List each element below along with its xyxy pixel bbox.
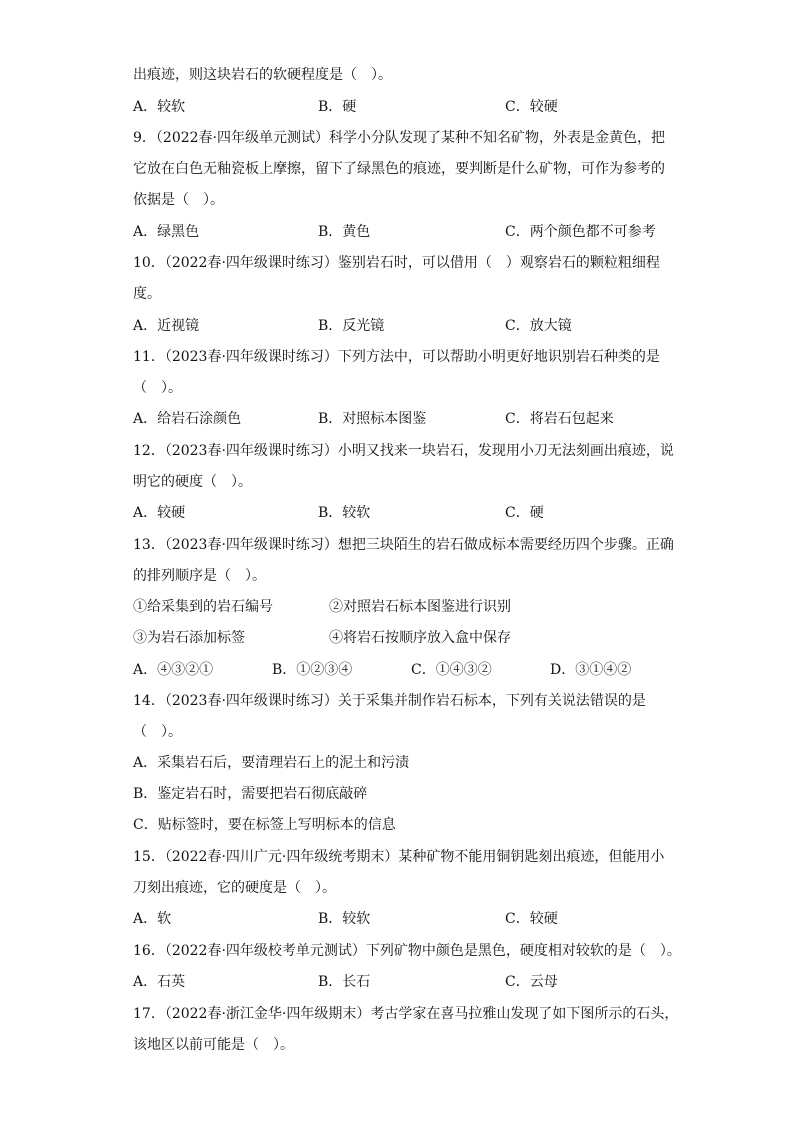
question-text-line: 15．（2022春·四川广元·四年级统考期末）某种矿物不能用铜钥匙刻出痕迹，但能用小 <box>133 849 665 865</box>
question-text-line: 9．（2022春·四年级单元测试）科学小分队发现了某种不知名矿物，外表是金黄色，把 <box>133 130 665 146</box>
step-item: ③为岩石添加标签 <box>133 630 245 646</box>
option-a: A．绿黑色 <box>133 224 200 240</box>
question-text-line: 10．（2022春·四年级课时练习）鉴别岩石时，可以借用（ ）观察岩石的颗粒粗细程 <box>133 255 660 271</box>
question-text-line: 16．（2022春·四年级校考单元测试）下列矿物中颜色是黑色，硬度相对较软的是（ ）。 <box>133 943 681 959</box>
step-item: ②对照岩石标本图鉴进行识别 <box>329 599 511 615</box>
question-text-line: （ ）。 <box>133 724 182 740</box>
option-d: D．③①④② <box>550 662 632 678</box>
option-a: A．近视镜 <box>133 318 200 334</box>
question-text-line: C．贴标签时，要在标签上写明标本的信息 <box>133 817 396 833</box>
option-c: C．较硬 <box>505 911 558 927</box>
option-b: B．长石 <box>318 974 371 990</box>
option-a: A．较硬 <box>133 505 186 521</box>
question-text-line: 11．（2023春·四年级课时练习）下列方法中，可以帮助小明更好地识别岩石种类的是 <box>133 349 660 365</box>
question-text-line: B．鉴定岩石时，需要把岩石彻底敲碎 <box>133 786 368 802</box>
question-text-line: （ ）。 <box>133 380 182 396</box>
option-b: B．①②③④ <box>272 662 353 678</box>
question-text-line: 17．（2022春·浙江金华·四年级期末）考古学家在喜马拉雅山发现了如下图所示的石头， <box>133 1006 679 1022</box>
question-text-line: 明它的硬度（ ）。 <box>133 474 252 490</box>
option-b: B．反光镜 <box>318 318 385 334</box>
option-b: B．对照标本图鉴 <box>318 411 427 427</box>
question-text-line: 12．（2023春·四年级课时练习）小明又找来一块岩石，发现用小刀无法刻画出痕迹，说 <box>133 443 674 459</box>
option-a: A．软 <box>133 911 172 927</box>
option-b: B．较软 <box>318 911 371 927</box>
option-c: C．两个颜色都不可参考 <box>505 224 656 240</box>
option-a: A．较软 <box>133 99 186 115</box>
question-text-line: 刀刻出痕迹，它的硬度是（ ）。 <box>133 880 336 896</box>
option-c: C．①④③② <box>411 662 492 678</box>
question-text-line: 出痕迹，则这块岩石的软硬程度是（ ）。 <box>133 67 392 83</box>
option-a: A．给岩石涂颜色 <box>133 411 242 427</box>
question-text-line: 它放在白色无釉瓷板上摩擦，留下了绿黑色的痕迹，要判断是什么矿物，可作为参考的 <box>133 161 665 177</box>
option-c: C．硬 <box>505 505 544 521</box>
option-a: A．石英 <box>133 974 186 990</box>
question-text-line: 的排列顺序是（ ）。 <box>133 568 266 584</box>
option-b: B．硬 <box>318 99 357 115</box>
option-c: C．较硬 <box>505 99 558 115</box>
option-c: C．放大镜 <box>505 318 572 334</box>
question-text-line: 14．（2023春·四年级课时练习）关于采集并制作岩石标本，下列有关说法错误的是 <box>133 693 646 709</box>
question-text-line: A．采集岩石后，要清理岩石上的泥土和污渍 <box>133 755 410 771</box>
question-text-line: 度。 <box>133 286 161 302</box>
question-text-line: 依据是（ ）。 <box>133 192 224 208</box>
step-item: ④将岩石按顺序放入盒中保存 <box>329 630 511 646</box>
question-text-line: 该地区以前可能是（ ）。 <box>133 1037 294 1053</box>
step-item: ①给采集到的岩石编号 <box>133 599 273 615</box>
option-a: A．④③②① <box>133 662 214 678</box>
option-c: C．将岩石包起来 <box>505 411 614 427</box>
option-b: B．黄色 <box>318 224 371 240</box>
option-c: C．云母 <box>505 974 558 990</box>
question-text-line: 13．（2023春·四年级课时练习）想把三块陌生的岩石做成标本需要经历四个步骤。正确 <box>133 537 674 553</box>
option-b: B．较软 <box>318 505 371 521</box>
